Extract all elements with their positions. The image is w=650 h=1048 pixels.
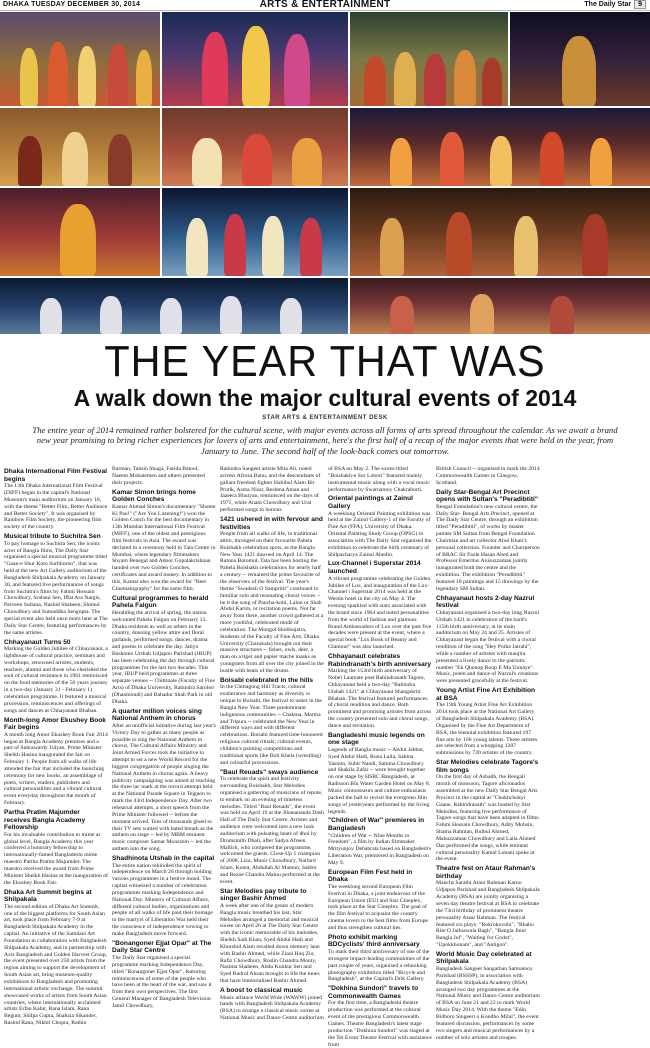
article-body: The entire nation rekindled the spirit of independence on March 26 through holding various programmes in a festive mood. The capital witnessed a number of celebration programmes marking Independence and National Day. Ministry of Cultural Affairs, different cultural bodies, organisations and people of all walks of life paid their homage to the martyrs of Liberation War held their the conscience of independence vowing to make Bangladesh move forward. <box>112 862 213 937</box>
article-body: Music alliance World Wide (WAWW) joined hands with Bangladesh Shilpakala Academy (BSA) to arrange a classical music soiree at National Music and Dance Centre auditorium <box>220 994 324 1022</box>
photo-group-dance <box>162 188 348 276</box>
article-heading: "Children of War" premieres in Bangladesh <box>328 817 425 832</box>
article-heading: Partha Pratim Majumder receives Bangla Academy Fellowship <box>4 809 86 832</box>
article-heading: World Music Day celebrated at Shilpakala <box>436 950 532 966</box>
article-body: A weeklong Oriental Painting exhibition was held at the Zainul Gallery-1 of the Faculty of Fine Art (FFA), University of Dhaka. Oriental Painting Study Group (OPSG) in association with The Daily Star organised the exhibition to celebrate the birth centenary of Shilpacharya Zainul Abedin. <box>328 510 432 558</box>
article-item <box>112 595 216 706</box>
article-item <box>328 817 432 866</box>
article-body: For the first time, a Bangladeshi theatre production was performed at the cultural event of the prestigious Commonwealth Games. Theatre Bangladesh's latest stage production "Dokhina Sundori" was staged at the Tet Event Theatre Festival with assistance from <box>328 1000 432 1048</box>
article-body: To celebrate the spirit and festivity surrounding Boishakh, Star Melodies organised a gathering of musicians of repute, to embark on an evening of timeless melodies. Titled "Baul Reuads", the event was held on April 19 at the Jibanananda Dash Hall of The Daily Star Centre. Artistes and audience were welcomed into a new look auditorium with pulsating beats of dhol by Drumsmith Dhali, after Sadya Afreen Mallick, who compered the programme, welcomed the guests. Close-Up 1 champion of 2008, Liza, Munir Chowdhury, Nalfard Islam, Konta, Abdullah Al Mamun, Sabbir and Rezoe Chandra Mainu performed at the event. <box>220 776 324 885</box>
dateline: DHAKA TUESDAY DECEMBER 30, 2014 <box>3 1 141 8</box>
article-heading: Lux-Channel i Superstar 2014 launched <box>328 560 421 576</box>
article-item <box>436 489 540 593</box>
article-item <box>112 466 216 487</box>
paper-name <box>584 1 646 8</box>
article-heading: Photo exhibit marking BDCyclists' third anniversary <box>328 933 420 949</box>
article-body: Barman, Tahsin Shuga, Farida Batool, Naeem Mohaiemen and others presented their projects. <box>112 466 205 486</box>
article-heading: A quarter million voices sing National Anthem in chorus <box>112 707 202 723</box>
article-heading: Month-long Amor Ekushey Book Fair begins <box>4 716 106 732</box>
article-body: Kamar Ahmad Simon's documentary "Shunte Ki Pao!" ("Are You Listening!") won the Golden Conch for the best documentary in 13th Mumbai International Film Festival (MIFF), one of the oldest and prestigious film festivals in Asia. The award was declared in a ceremony held in Tata Centre in Mumbai, where legendary filmmakers Shyam Benegal and Adoor Gopalakrishnan handed over two Golden Conches, certificates and award money. In addition to this, Kamar also won the award for "Best Cinematography" for the same film. <box>112 503 216 592</box>
article-heading: Cultural programmes to herald Pahela Falgun <box>112 594 209 610</box>
article-item <box>220 466 324 514</box>
article-item <box>328 653 432 730</box>
article-body: Bangladesh Sangeet Sangathan Samonnoy Parishad (BSSSP), in association with Bangladesh Shilpakala Academy (BSA) arranged two day programmes at the National Music and Dance Centre auditorium of BSA on June 21 and 22 to mark World Music Day 2014. With the theme "Edin Bidhoro Singeeri o Kondho Milai", the event featured discussion, performances by some two singers and musical performances by a number of solo artistes and troupes. <box>436 966 540 1041</box>
article-heading: Theatre fest on Ataur Rahman's birthday <box>436 865 536 880</box>
article-item <box>328 560 432 650</box>
article-item <box>112 940 216 1010</box>
article-heading: Young Artist Fine Art Exhibition at BSA <box>436 687 536 702</box>
article-item <box>220 888 324 985</box>
photo-audience <box>350 278 650 334</box>
article-body: In the Chittagong Hill Tracts, cultural exuberance and harmony as diversity is unique to Boisabi, the festival to usher in the Bangla New Year. Three predominant indigenous communities -- Chakma, Marma and Tripura -- celebrated the New Year in different ways and with different celebrations. Boisabi featured time-honoured religious cultural rituals; cultural events, children's painting competitions and traditional sports like Boli Khela (wrestling) and colourful processions. <box>220 684 323 766</box>
article-body: Legends of Bangla music -- Abdul Jabbar, Syed Abdul Hadi, Runa Laila, Sabina Yasmin, Subir Nandi, Samina Chowdhury and Shakila Zafar -- were brought together on one stage by HSBC Bangladesh, at Radisson Blu Water Garden Hotel on May 8. Music connoisseurs and culture enthusiasts packed the hall to revisit the evergreen film songs of yesteryears performed by the living legends. <box>328 746 431 815</box>
article-heading: European Film Fest held in Dhaka <box>328 868 413 884</box>
article-item <box>436 951 540 1041</box>
photo-performers-stage <box>0 12 160 106</box>
photo-choir <box>0 278 348 334</box>
article-column <box>220 466 324 1039</box>
intro-paragraph: The entire year of 2014 remained rather bolstered for the cultural scene, with major events across all forms of arts spread throughout the calendar. As we await a brand new year promising to bring richer experiences for lovers of arts and entertainment, here's the first half of a recap of the major events that were held in the year, from January to June. The second half of the look-back comes out tomorrow. <box>32 425 618 456</box>
article-body: Manchs Sarathi Ataur Rahman Karno Udjapon Parishad and Bangladesh Shilpakala Academy (BSA) are jointly organising a seven day theatre festival at BSA to celebrate the 73rd birthday of prominent theatre personality Ataur Rahman. The festival featured six plays: "Rokrokovobi", "Bhabo Rite O Jalloawala Bagh", "Bangla Jinnt Bangla Jol", "Waiting for Godot", "Upokkhonam", and "Antigon". <box>436 880 540 949</box>
photo-singer-concert <box>510 12 650 106</box>
article-item <box>328 466 432 493</box>
page-number: 9 <box>634 0 646 9</box>
article-item <box>328 495 432 558</box>
article-heading: "Dokhina Sundori" travels to Commonwealth Games <box>328 985 419 1000</box>
article-body: The weeklong second European Film Festival in Dhaka, a joint endeavour of the European Union (EU) and Star Cineplex, took place at the Star Cineplex. The goal of the film festival to acquaint the country cinema lovers to the best films from Europe and thus strengthen cultural ties. <box>328 883 428 931</box>
article-body: Marking the 153rd birth anniversary of Nobel Laureate poet Rabindranath Tagore, Chhayanaut held a two-day "Rabindra Utshab 1421" at Chhayanaut Shangskriti Bhaban. The festival featured performances of choral rendition and dance. Both prominent and promising artistes from across the country presented solo and choral songs, dance and recitation. <box>328 668 432 729</box>
article-body: A vibrant programme celebrating the Golden Jubilee of Lux, and inauguration of the Lux-Channel i Superstar 2014 was held at the Westin hotel in the city on May 4. The evening sparkled with stars associated with the brand since 1964 and noted personalities from the world of fashion and glamour. Brand Ambassadors of Lux over the past five decades were present at the event, where a special book "Lux Book of Beauty and Glamour" was also launched. <box>328 575 432 651</box>
article-item <box>112 855 216 938</box>
article-body: Bengal Foundation's new cultural centre, the Daily Star- Bengal Arts Precinct, opened at The Daily Star Centre, through an exhibition titled "Peradibtiti", of works by master painter SM Sultan from Bengal Foundation Chairman and art collector Abul Khair's personal collection. Founder and Chairperson of BRAC Sir Fazle Hasan Abed and Professor Emeritus Anisuzzaman jointly inaugurated both the centre and the exhibition. The exhibition "Peradibtiti" featured 18 paintings and 15 drawings by the legendary SM Sultan. <box>436 503 540 592</box>
article-body: To pay homage to Suchitra Sen, the iconic actor of Bangla films, The Daily Star organised a special musical programme titled "Gaan-e Shur Koto Surbhorno", that was held at the new Art Gallery auditorium of the Bangladesh Shilpakala Academy on January 30, and featured live performances of songs from Suchitra's films by Fahmi Hossain Chowdhury, Srabani Sen, Iffat Ara Nargis, Parveen Sultana, Nashid Shaheen, Shimul Chowdhury and Sumaddha Sengupta. The special event also held once more later at The Daily Star Centre, featuring performances by the same artistes. <box>4 540 108 636</box>
article-heading: Star Melodies celebrate Tagore's film songs <box>436 759 539 774</box>
article-item <box>220 769 324 886</box>
article-item <box>436 687 540 757</box>
article-heading: 1421 ushered in with fervour and festivities <box>220 515 323 531</box>
article-heading: Musical tribute to Suchitra Sen <box>4 533 101 541</box>
article-heading: Shadhinota Utshab in the capital <box>112 854 215 862</box>
article-heading: Oriental paintings at Zainul Gallery <box>328 495 413 510</box>
article-item <box>220 987 324 1022</box>
article-column <box>112 466 216 1039</box>
article-item <box>4 533 108 636</box>
article-column <box>328 466 432 1048</box>
article-body: A week after one of the greats of modern Bangla music breathed his last, Star Melodies arranged a memorial and musical soiree on April 26 at The Daily Star Centre with the iconic memorable of his melodies. Sheikh Sadi Khan, Syed Abdul Hadi and Khurshid Alam recalled down memory lane with Bashir Ahmed, while Ziaul Haq Ziu, Rafiz Chowdhury, Roslin Chandra Monty, Nasima Shaheen, Abdu Kunkur Sen and Syed Badrul Ahsan brought to life the tunes that have immortalised Bashir Ahmed. <box>220 902 320 985</box>
article-body: The Daily Star organised a special programme marking Independence Day, titled "Bonangoner Ejjat Opar", featuring reminiscences of some of the people who have been at the heart of the war, and saw it from their own perspectives. The first General Manager of Bangladesh Television Jamil Chowdhury, <box>112 954 212 1009</box>
article-body: British Council -- organised to mark the 2014 Commonwealth Games in Glasgow, Scotland. <box>436 466 540 486</box>
section-title: ARTS & ENTERTAINMENT <box>259 0 391 10</box>
article-item <box>436 595 540 685</box>
article-heading: Chhayanaut hosts 2-day Nazrul festival <box>436 594 535 610</box>
article-item <box>328 985 432 1048</box>
article-body: A month long Amor Ekushey Book Fair 2014 began at Bangla Academy premises and a part of Suhrawardy Udyan. Prime Minister Sheikh Hasina inaugurated the fair on February 1. People from all walks of life attended the fair that included the launching ceremony for new books, an assemblage of poets, writers, readers, publishers and cultural personalities and a vibrant cultural event everyday throughout the month of February. <box>4 731 108 807</box>
article-heading: Boisabi celebrated in the hills <box>220 676 314 684</box>
byline: STAR ARTS & ENTERTAINMENT DESK <box>262 415 388 421</box>
article-body: "Children of War -- Nine Months to Freedom", a film by Indian filmmaker Mrityunjoy Debabrata based on Bangladesh's Liberation War, premiered in Bangladesh on May 9. <box>328 832 432 866</box>
article-item <box>328 934 432 983</box>
article-body: After an unofficial initiative during last year's Victory Day to gather as many people as possible to sing the National Anthem in chorus, The Cultural Affairs Ministry and Joint Armed Forces took the initiative to attempt to set a new World Record for the biggest congregation of people singing the National Anthem in chorus again. A heavy publicity campaigning was aimed at reaching the three lac mark at the record attempt held at the National Parade Square in Tejgaon to mark the 43rd Independence Day. After two rehearsal attempts, a short speech from the Prime Minister followed -- before the moment arrived. Tens of thousands glued to their TV sets waited with bated breath as the anthem on stage -- led by MBM eminent music composer Samar Moazzem -- led the anthem into the song. <box>112 722 216 853</box>
article-heading: Star Melodies pay tribute to singer Bashir Ahmed <box>220 887 307 903</box>
page-headline: THE YEAR THAT WAS <box>104 337 546 386</box>
article-heading: Kamar Simon brings home Golden Conches <box>112 488 196 504</box>
article-heading: Bangladeshi music legends on one stage <box>328 731 425 747</box>
article-column <box>544 466 648 1039</box>
article-body: Heralding the arrival of spring, the nation welcomed Pahela Falgun on February 13. Dhaka residents as well as others in the country, donning yellow attire and floral garlands, performed songs, dances, drama and poems to celebrate the day. Jatiyo Bashonto Utshab Udjapon Parishad (JBUP) has been celebrating the day through cultural programmes for the last two decades. This year, JBUP held programmes at three separate venues -- Chittinale (Faculty of Fine Arts) of Dhaka University, Rabindra Sarobor (Dhanmondi) and Bahadur Shah Park in old Dhaka. <box>112 609 215 705</box>
article-column <box>4 466 108 1039</box>
article-heading: "Bonangoner Ejjat Opar" at The Daily Star Centre <box>112 939 212 955</box>
article-item <box>4 889 108 1027</box>
page-subheadline: A walk down the major cultural events of 2014 <box>73 385 577 411</box>
article-heading: "Baul Reuads" sways audience <box>220 768 319 776</box>
article-item <box>4 809 108 887</box>
article-body: People from all walks of life, in traditional attire, thronged on their favourite Pahela Boishakh celebration spots, as the Bangla New Year 1421 dawned on April 14. The Ramna Botomul, Tata has been hosting the Pahela Boishakh celebrations for nearly half a century -- remained the prime favourite of the observers of the festival. The year's theme "Swadesh O Sampritir" continued to familiar solo and resonating choral voices -- be it the song of Pancha-kobi, Lalon or Shah Abdul Karim, or recitation poems. Not far away from there, another crowd gathered at a more youthful, celebrated mode of celebration. The Mongol Shobhajatra, Students of the Faculty of Fine Arts, Dhaka University (Charukala) brought out their massive structures -- fishes, owls, deer, a man on a tiger and papier mache masks as youngsters from all over the city joined in the bustle with beats of the drums. <box>220 531 324 674</box>
article-body: Chhayanaut organised a two-day long Nazrul Utshab 1421 in celebration of the bard's 115th birth anniversary, at its main auditorium on May 24 and 25. Artistes of Chhayanaut began the festival with a choral rendition of the song "Hey Potha Jatrahi", while a number of artistes with manjira presented a lively dance to the patriotic number "Ek Qhonop Roop E Ma Tomaye". Music, poem and dance of Nazrul's creations were presented gracefully at the festival. <box>436 609 540 685</box>
article-item <box>328 869 432 932</box>
article-item <box>4 468 108 531</box>
article-heading: Chhayanaut Turns 50 <box>4 638 71 646</box>
article-heading: Dhaka International Film Festival begins <box>4 468 107 483</box>
article-heading: Chhayanaut celebrates Rabindranath's birth anniversary <box>328 652 432 668</box>
photo-theatre-performance <box>350 188 650 276</box>
article-item <box>436 466 540 487</box>
article-body: Marking the Golden Jubilee of Chhayanaut, a lighthouse of cultural practice, seminars and workshops, renowned artistes, students, teachers, alumni and those who cherished the soul of cultural resistance in 1961 reminisced on the fond memories of the 50 years journey in a two-day (January 31 - February 1) celebration programme. It featured a musical procession, reminiscences and offerings of songs and dances at Chhayanaut Bhaban. <box>4 646 108 714</box>
article-body: The 19th Young Artist Fine Art Exhibition 2014 took place at the National Art Gallery of Bangladesh Shilpakala Academy (BSA). Organised by the Fine Art Department of BSA, the biennial exhibition featured 197 fine arts by 166 young talents. These artistes are selected from a whopping 1207 submissions by 720 artistes of the country. <box>436 702 538 757</box>
article-item <box>112 489 216 593</box>
article-item <box>436 865 540 949</box>
article-heading: Daily Star-Bengal Art Precinct opens with Sultan's "Peradibtiti" <box>436 488 538 504</box>
article-body: For his invaluable contribution to mime at global level, Bangla Academy this year conferred a honorary fellowship to internationally-famed Bangladeshi mime maestro Partha Pratim Majumder. The maestro received the award from Prime Minister Sheikh Hasina at the inauguration of the Ekushey Book Fair. <box>4 831 108 886</box>
photo-musicians <box>162 108 348 186</box>
photo-stage-show <box>350 108 650 186</box>
article-body: The 13th Dhaka International Film Festival (DIFF) began in the capital's National Museum's main auditorium on January 10, with the theme "Better Film, Better Audience and Better Society". It was organised by Rainbow Film Society, the pioneering film society of the country. <box>4 483 108 531</box>
paper-logo: The Daily Star <box>584 1 632 8</box>
article-body: The second edition of Dhaka Art Summit, one of the biggest platforms for South Asian art, took place from February 7-9 at Bangladesh Shilpakala Academy in the capital. An initiative of the Samdani Art Foundation in collaboration with Bangladesh Shilpakala Academy, and in partnership with Aziz Bangladesh and Golden Harvest Group, the event presented over 250 artists from the region aiming to support the development of South Asian art, bring museum-quality exhibitions to Bangladesh and promoting international artistic exchange. The summit showcased works of artists from South Asian countries, where internationally acclaimed artists Erfan Kabir, Rana Islam, Rana Begum, Shilpa Gupta, Shahzia Sikander, Rashid Rana, Nikhil Chopra, Rathin <box>4 903 107 1027</box>
article-heading: Dhaka Art Summit begins at Shilpakala <box>4 888 92 904</box>
photo-dance-performance <box>162 12 348 106</box>
article-body: Rabindra Sangeet artiste Mita Ali, noted actress Afroza Banu, and the descendants of gallant freedom fighter Habibul Alam Bir Protik, Asma Nisar, Reshma Aman and Jazeera Bhuiyan, reminisced on the days of 1971, while Anam Chowdhury and Urai performed songs to honour. <box>220 466 321 514</box>
article-item <box>436 759 540 863</box>
article-item <box>220 516 324 675</box>
article-column <box>436 466 540 1039</box>
article-body: of BSA on May 2. The soiree titled "Boishakh-e Sur Lohori" featured mainly instrumental music along with a vocal music performance by Swarnamoy Chakraborti. <box>328 466 430 493</box>
article-heading: A boost to classical music <box>220 986 303 994</box>
article-item <box>220 677 324 767</box>
article-item <box>328 732 432 816</box>
photo-dancer <box>0 188 160 276</box>
article-body: On the first day of Ashadh, the Bengali month of monsoon, Tagore aficionados assembled at the new Daily Star Bengal Arts Precinct in the capital at "Chokhchokyi Gaane, Rabindranath" was hosted by Star Melodies, featuring live performance of Tagore songs that have been adapted in films. Fahmi Hossain Chowdhury, Adity Mohsin, Shama Rahman, Bulbul Ahmed, Mahuzzaman Chowdhury and Laila Ahmed Das performed the songs, while eminent cultural personality Kamal Lohani spoke at the event. <box>436 774 540 863</box>
article-item <box>4 717 108 807</box>
masthead <box>0 0 650 11</box>
article-item <box>4 639 108 715</box>
article-body: To mark their third anniversary of one of the strongest impact-leading communities of the past couple of years, organised a rebooking photography exhibition titled "Bicycle and Bangladesh", at the Capital's Drik Gallery. <box>328 949 430 983</box>
article-item <box>112 708 216 853</box>
photo-cultural-gathering <box>0 108 160 186</box>
photo-festival-crowd <box>350 12 508 106</box>
